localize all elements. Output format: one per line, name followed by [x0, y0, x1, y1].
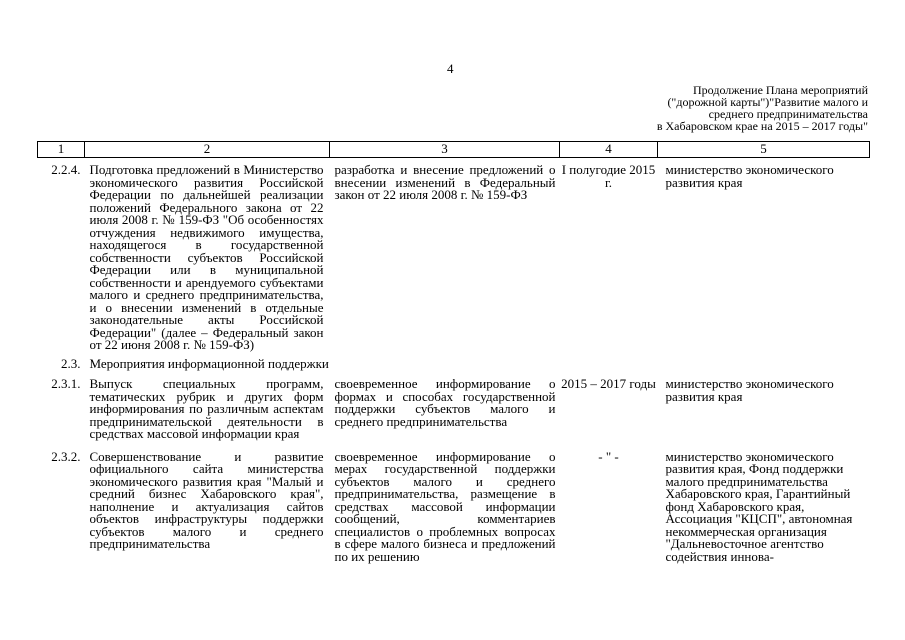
plan-table [37, 141, 870, 563]
section-number: 2.3. [61, 355, 81, 371]
result-cell: своевременное информирование о мерах государственной поддержки субъектов малого и среднего предпринимательства, размещение в средствах массовой информации сообщений, комментариев специалистов о проблемных вопросах в сфере малого бизнеса и предложений по их решению [334, 448, 556, 564]
continuation-title-line: в Хабаровском крае на 2015 – 2017 годы" [656, 119, 868, 133]
measure-cell: Выпуск специальных программ, тематических рубрик и других форм информирования по различным аспектам предпринимательской деятельности в средствах массовой информации края [89, 376, 324, 441]
row-number: 2.2.4. [51, 162, 81, 177]
term-cell: 2015 – 2017 годы [561, 376, 656, 391]
table-row [38, 441, 870, 564]
table-header-row [38, 142, 870, 158]
table-row [38, 374, 870, 441]
column-header: 5 [658, 142, 870, 158]
row-number: 2.3.1. [51, 376, 81, 391]
term-cell: - " - [598, 448, 619, 464]
column-header: 2 [85, 142, 330, 158]
executor-cell: министерство экономического развития края, Фонд поддержки малого предпринимательства Хабаровского края, Гарантийный фонд Хабаровского края, Ассоциация "КЦСП", автономная некоммерческая организация "Дальневосточное агентство содействия иннова- [665, 448, 853, 564]
continuation-title-line: среднего предпринимательства [708, 107, 868, 121]
executor-cell: министерство экономического развития края [665, 162, 834, 190]
table-row [38, 158, 870, 352]
page-number: 4 [447, 61, 454, 76]
continuation-title-line: Продолжение Плана мероприятий [693, 83, 868, 97]
measure-cell: Совершенствование и развитие официального сайта министерства экономического развития края "Малый и средний бизнес Хабаровского края", наполнение и актуализация сайтов объектов инфраструктуры поддержки субъектов малого и среднего предпринимательства [89, 448, 324, 551]
section-title: Мероприятия информационной поддержки [89, 355, 329, 371]
executor-cell: министерство экономического развития края [665, 376, 834, 404]
result-cell: разработка и внесение предложений о внесении изменений в Федеральный закон от 22 июля 2008 г. № 159-ФЗ [334, 162, 556, 202]
continuation-title-line: ("дорожной карты")"Развитие малого и [667, 95, 868, 109]
measure-cell: Подготовка предложений в Министерство экономического развития Российской Федерации по дальнейшей реализации положений Федерального закона от 22 июля 2008 г. № 159-ФЗ "Об особенностях отчуждения недвижимого имущества, находящегося в государственной собственности субъектов Российской Федерации или в муниципальной собственности и арендуемого субъектами малого и среднего предпринимательства, и о внесении изменений в отдельные законодательные акты Российской Федерации" (далее – Федеральный закон от 22 июня 2008 г. № 159-ФЗ) [89, 162, 324, 352]
section-row [38, 352, 870, 375]
column-header: 3 [330, 142, 560, 158]
result-cell: своевременное информирование о формах и способах государственной поддержки субъектов малого и среднего предпринимательства [334, 376, 556, 429]
term-cell: I полугодие 2015 г. [561, 162, 656, 190]
column-header: 4 [560, 142, 658, 158]
column-header: 1 [38, 142, 85, 158]
continuation-title [568, 84, 868, 132]
row-number: 2.3.2. [51, 448, 81, 464]
